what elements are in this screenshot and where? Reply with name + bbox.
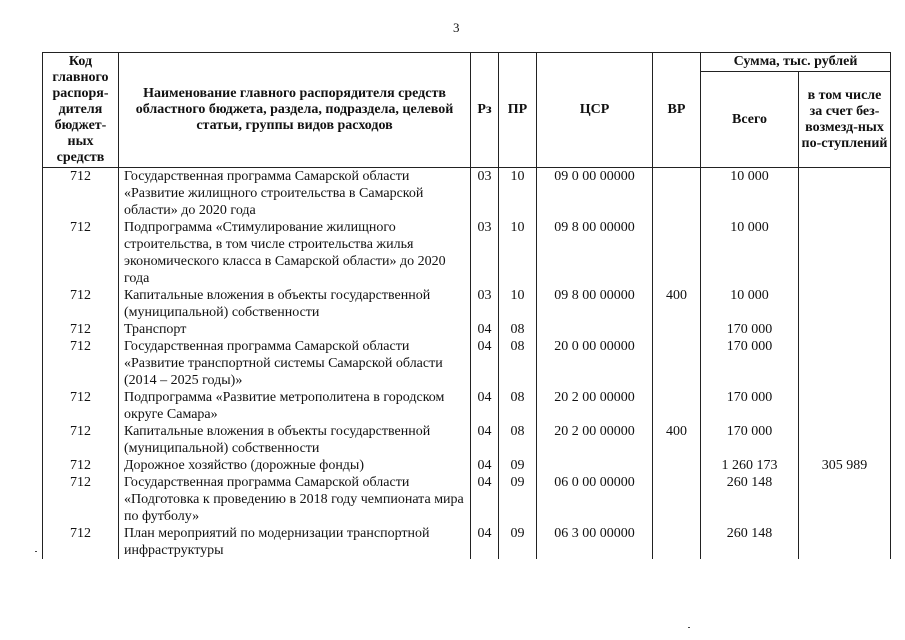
- cell-rz: 03: [471, 219, 499, 287]
- cell-code: 712: [43, 219, 119, 287]
- cell-code: 712: [43, 423, 119, 457]
- cell-vr: [653, 321, 701, 338]
- cell-vr: [653, 474, 701, 525]
- header-rz: Рз: [471, 53, 499, 168]
- cell-pr: 09: [499, 457, 537, 474]
- table-row: [43, 423, 891, 457]
- cell-free: [799, 423, 891, 457]
- cell-rz: 03: [471, 287, 499, 321]
- cell-free: [799, 338, 891, 389]
- cell-free: 305 989: [799, 457, 891, 474]
- cell-vr: [653, 168, 701, 220]
- cell-free: [799, 168, 891, 220]
- cell-csr: 09 8 00 00000: [537, 219, 653, 287]
- cell-name: Капитальные вложения в объекты государственной (муниципальной) собственности: [119, 287, 471, 321]
- cell-csr: 06 3 00 00000: [537, 525, 653, 559]
- header-vr: ВР: [653, 53, 701, 168]
- cell-vr: [653, 219, 701, 287]
- cell-vr: 400: [653, 423, 701, 457]
- cell-pr: 08: [499, 389, 537, 423]
- cell-pr: 10: [499, 287, 537, 321]
- cell-csr: 20 2 00 00000: [537, 389, 653, 423]
- cell-pr: 10: [499, 168, 537, 220]
- header-sum: Сумма, тыс. рублей: [701, 53, 891, 72]
- header-name: Наименование главного распорядителя средств областного бюджета, раздела, подраздела, целевой статьи, группы видов расходов: [119, 53, 471, 168]
- cell-csr: [537, 457, 653, 474]
- cell-vr: [653, 389, 701, 423]
- cell-total: 10 000: [701, 287, 799, 321]
- cell-total: 260 148: [701, 474, 799, 525]
- cell-free: [799, 321, 891, 338]
- cell-total: 10 000: [701, 168, 799, 220]
- table-row: [43, 474, 891, 525]
- table-body: [43, 168, 891, 560]
- cell-code: 712: [43, 287, 119, 321]
- cell-pr: 10: [499, 219, 537, 287]
- cell-rz: 04: [471, 474, 499, 525]
- cell-vr: [653, 457, 701, 474]
- table-row: [43, 287, 891, 321]
- cell-total: 170 000: [701, 389, 799, 423]
- cell-csr: 20 2 00 00000: [537, 423, 653, 457]
- table-row: [43, 525, 891, 559]
- cell-free: [799, 474, 891, 525]
- page-number: 3: [453, 20, 460, 35]
- cell-csr: 09 0 00 00000: [537, 168, 653, 220]
- cell-rz: 04: [471, 457, 499, 474]
- cell-free: [799, 219, 891, 287]
- cell-name: Капитальные вложения в объекты государственной (муниципальной) собственности: [119, 423, 471, 457]
- header-pr: ПР: [499, 53, 537, 168]
- header-csr: ЦСР: [537, 53, 653, 168]
- table-row: [43, 457, 891, 474]
- cell-total: 1 260 173: [701, 457, 799, 474]
- header-code: Код главного распоря-дителя бюджет-ных средств: [43, 53, 119, 168]
- cell-total: 170 000: [701, 321, 799, 338]
- cell-name: Подпрограмма «Стимулирование жилищного строительства, в том числе строительства жилья экономического класса в Самарской области» до 2020 года: [119, 219, 471, 287]
- cell-rz: 04: [471, 321, 499, 338]
- table-row: [43, 168, 891, 220]
- scan-speck: [688, 627, 690, 628]
- cell-total: 170 000: [701, 423, 799, 457]
- cell-name: Государственная программа Самарской области «Развитие транспортной системы Самарской области (2014 – 2025 годы)»: [119, 338, 471, 389]
- cell-code: 712: [43, 321, 119, 338]
- cell-total: 260 148: [701, 525, 799, 559]
- cell-name: Государственная программа Самарской области «Развитие жилищного строительства в Самарской области» до 2020 года: [119, 168, 471, 220]
- table-row: [43, 389, 891, 423]
- cell-vr: 400: [653, 287, 701, 321]
- cell-vr: [653, 338, 701, 389]
- cell-name: Государственная программа Самарской области «Подготовка к проведению в 2018 году чемпионата мира по футболу»: [119, 474, 471, 525]
- cell-rz: 03: [471, 168, 499, 220]
- cell-free: [799, 389, 891, 423]
- cell-name: Транспорт: [119, 321, 471, 338]
- cell-name: План мероприятий по модернизации транспортной инфраструктуры: [119, 525, 471, 559]
- cell-rz: 04: [471, 389, 499, 423]
- cell-pr: 09: [499, 525, 537, 559]
- cell-pr: 08: [499, 321, 537, 338]
- cell-csr: 06 0 00 00000: [537, 474, 653, 525]
- cell-code: 712: [43, 168, 119, 220]
- cell-rz: 04: [471, 423, 499, 457]
- cell-free: [799, 287, 891, 321]
- table-row: [43, 338, 891, 389]
- cell-free: [799, 525, 891, 559]
- cell-total: 10 000: [701, 219, 799, 287]
- cell-pr: 08: [499, 338, 537, 389]
- cell-pr: 08: [499, 423, 537, 457]
- cell-code: 712: [43, 525, 119, 559]
- cell-rz: 04: [471, 525, 499, 559]
- budget-table: [42, 52, 891, 559]
- cell-csr: 09 8 00 00000: [537, 287, 653, 321]
- cell-code: 712: [43, 338, 119, 389]
- cell-code: 712: [43, 457, 119, 474]
- cell-vr: [653, 525, 701, 559]
- cell-total: 170 000: [701, 338, 799, 389]
- cell-code: 712: [43, 389, 119, 423]
- cell-rz: 04: [471, 338, 499, 389]
- cell-code: 712: [43, 474, 119, 525]
- table-row: [43, 219, 891, 287]
- header-free: в том числе за счет без-возмезд-ных по-ступлений: [799, 72, 891, 168]
- table-row: [43, 321, 891, 338]
- table-header: [43, 53, 891, 168]
- cell-csr: [537, 321, 653, 338]
- scan-speck: [35, 551, 37, 552]
- cell-csr: 20 0 00 00000: [537, 338, 653, 389]
- cell-name: Дорожное хозяйство (дорожные фонды): [119, 457, 471, 474]
- cell-name: Подпрограмма «Развитие метрополитена в городском округе Самара»: [119, 389, 471, 423]
- header-total: Всего: [701, 72, 799, 168]
- cell-pr: 09: [499, 474, 537, 525]
